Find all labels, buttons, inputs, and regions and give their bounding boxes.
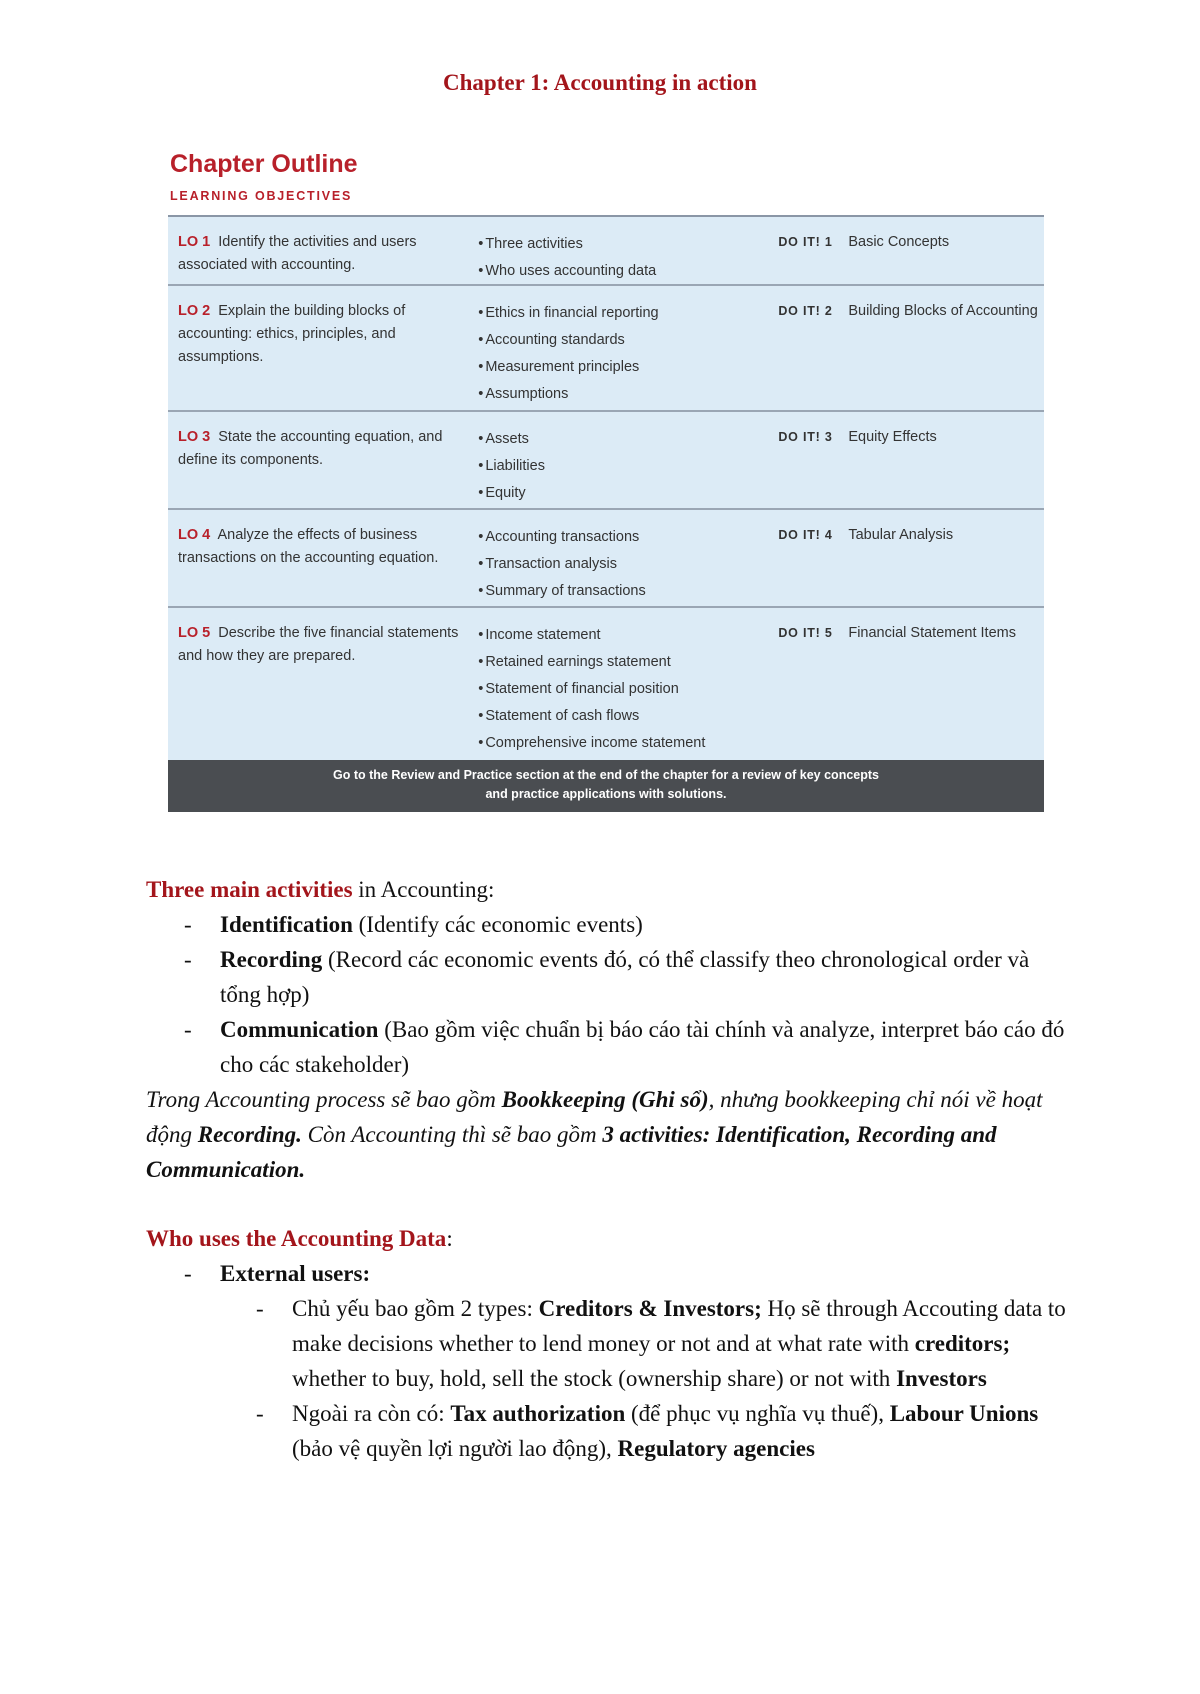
- doit-topic: Basic Concepts: [848, 234, 950, 250]
- bookkeeping-note: [146, 1082, 1066, 1187]
- external-users-label: External users:: [220, 1261, 371, 1286]
- item-text: Họ sẽ through Accouting data to make decisions whether to lend money or not and at what rate with: [292, 1296, 1066, 1356]
- item-text: (Record các economic events đó, có thể classify theo chronological order và tổng hợp): [220, 947, 1030, 1007]
- doit-topic: Equity Effects: [848, 429, 937, 445]
- item-term: Identification: [220, 912, 353, 937]
- list-dash: -: [256, 1296, 264, 1321]
- item-text: (bảo vệ quyền lợi người lao động),: [292, 1436, 618, 1461]
- lo-row: [168, 286, 1044, 412]
- lo-row: [168, 217, 1044, 286]
- lo-topic: • Accounting standards: [478, 327, 778, 354]
- lo-text: State the accounting equation, and define its components.: [178, 429, 443, 468]
- item-term: Communication: [220, 1017, 379, 1042]
- list-dash: -: [256, 1401, 264, 1426]
- doit-topic: Financial Statement Items: [848, 625, 1016, 641]
- lo-topics: [478, 231, 778, 279]
- lo-topic: • Liabilities: [478, 453, 778, 480]
- doit-label: DO IT! 2: [778, 304, 833, 318]
- outline-heading: Chapter Outline: [170, 150, 358, 178]
- activities-heading-line: [146, 872, 1066, 907]
- lo-code: LO 1: [178, 234, 211, 250]
- item-text: (Identify các economic events): [352, 912, 643, 937]
- lo-text: Analyze the effects of business transactions on the accounting equation.: [178, 527, 439, 566]
- lo-doit: [778, 426, 1044, 500]
- lo-description: [168, 231, 478, 276]
- review-practice-banner: [168, 760, 1044, 812]
- item-term: Investors: [896, 1366, 987, 1391]
- lo-row: [168, 608, 1044, 760]
- list-item: [146, 942, 1066, 1012]
- list-item: [146, 1256, 1066, 1291]
- lo-topic: • Retained earnings statement: [478, 649, 778, 676]
- lo-text: Identify the activities and users associated with accounting.: [178, 234, 417, 273]
- note-text: , nhưng bookkeeping chỉ nói về hoạt động: [146, 1087, 1043, 1147]
- item-term: Creditors & Investors;: [538, 1296, 762, 1321]
- lo-code: LO 2: [178, 303, 211, 319]
- doit-label: DO IT! 3: [778, 430, 833, 444]
- doit-topic: Building Blocks of Accounting: [848, 303, 1038, 319]
- users-colon: :: [446, 1226, 453, 1251]
- lo-topic: • Assumptions: [478, 381, 778, 408]
- notes-section: [146, 872, 1066, 1466]
- lo-topics: [478, 300, 778, 402]
- lo-topics: [478, 426, 778, 500]
- lo-topic: • Measurement principles: [478, 354, 778, 381]
- item-text: Chủ yếu bao gồm 2 types:: [292, 1296, 539, 1321]
- review-line-1: Go to the Review and Practice section at the end of the chapter for a review of key concepts: [333, 768, 879, 782]
- lo-topic: • Income statement: [478, 622, 778, 649]
- lo-code: LO 5: [178, 625, 211, 641]
- lo-doit: [778, 231, 1044, 276]
- list-dash: -: [184, 1017, 192, 1042]
- lo-doit: [778, 524, 1044, 598]
- lo-row: [168, 412, 1044, 510]
- lo-topic: • Who uses accounting data: [478, 258, 778, 285]
- lo-topics: [478, 622, 778, 752]
- lo-topic: • Statement of cash flows: [478, 703, 778, 730]
- lo-topic: • Transaction analysis: [478, 551, 778, 578]
- lo-topic: • Comprehensive income statement: [478, 730, 778, 757]
- sub-list-item: [146, 1396, 1066, 1466]
- lo-topic: • Statement of financial position: [478, 676, 778, 703]
- users-heading: Who uses the Accounting Data: [146, 1226, 447, 1251]
- lo-text: Explain the building blocks of accounting: ethics, principles, and assumptions.: [178, 303, 406, 365]
- lo-doit: [778, 300, 1044, 402]
- note-bold: Bookkeeping (Ghi sổ): [501, 1087, 709, 1112]
- note-text: Trong Accounting process sẽ bao gồm: [146, 1087, 502, 1112]
- users-heading-line: [146, 1221, 1066, 1256]
- item-term: Regulatory agencies: [617, 1436, 815, 1461]
- item-term: Recording: [220, 947, 323, 972]
- lo-text: Describe the five financial statements and how they are prepared.: [178, 625, 459, 664]
- spacer: [146, 1187, 1066, 1221]
- learning-objectives-table: [168, 215, 1044, 812]
- lo-row: [168, 510, 1044, 608]
- item-term: creditors;: [914, 1331, 1011, 1356]
- doit-label: DO IT! 5: [778, 626, 833, 640]
- list-dash: -: [184, 947, 192, 972]
- list-dash: -: [184, 912, 192, 937]
- review-line-2: and practice applications with solutions.: [485, 787, 727, 801]
- note-bold: 3 activities: Identification, Recording and Communication.: [146, 1122, 997, 1182]
- list-item: [146, 1012, 1066, 1082]
- lo-topic: • Accounting transactions: [478, 524, 778, 551]
- item-text: (để phục vụ nghĩa vụ thuế),: [625, 1401, 890, 1426]
- lo-description: [168, 524, 478, 598]
- lo-topics: [478, 524, 778, 598]
- activities-heading-rest: in Accounting:: [352, 877, 495, 902]
- lo-topic: • Ethics in financial reporting: [478, 300, 778, 327]
- lo-description: [168, 622, 478, 752]
- sub-list-item: [146, 1291, 1066, 1396]
- lo-topic: • Assets: [478, 426, 778, 453]
- lo-description: [168, 426, 478, 500]
- lo-topic: • Equity: [478, 480, 778, 507]
- list-dash: -: [184, 1261, 192, 1286]
- item-term: Tax authorization: [450, 1401, 626, 1426]
- doit-topic: Tabular Analysis: [848, 527, 954, 543]
- learning-objectives-label: LEARNING OBJECTIVES: [170, 189, 353, 203]
- chapter-outline-figure: [168, 150, 1044, 812]
- note-text: Còn Accounting thì sẽ bao gồm: [301, 1122, 603, 1147]
- doit-label: DO IT! 1: [778, 235, 833, 249]
- lo-doit: [778, 622, 1044, 752]
- item-text: (Bao gồm việc chuẩn bị báo cáo tài chính và analyze, interpret báo cáo đó cho các stakeholder): [220, 1017, 1065, 1077]
- lo-topic: • Summary of transactions: [478, 578, 778, 605]
- item-term: Labour Unions: [889, 1401, 1039, 1426]
- list-item: [146, 907, 1066, 942]
- item-text: Ngoài ra còn có:: [292, 1401, 451, 1426]
- activities-heading: Three main activities: [146, 877, 353, 902]
- chapter-title: Chapter 1: Accounting in action: [443, 70, 757, 95]
- lo-code: LO 3: [178, 429, 211, 445]
- note-bold: Recording.: [197, 1122, 302, 1147]
- item-text: whether to buy, hold, sell the stock (ownership share) or not with: [292, 1366, 897, 1391]
- lo-code: LO 4: [178, 527, 211, 543]
- lo-description: [168, 300, 478, 402]
- doit-label: DO IT! 4: [778, 528, 833, 542]
- lo-topic: • Three activities: [478, 231, 778, 258]
